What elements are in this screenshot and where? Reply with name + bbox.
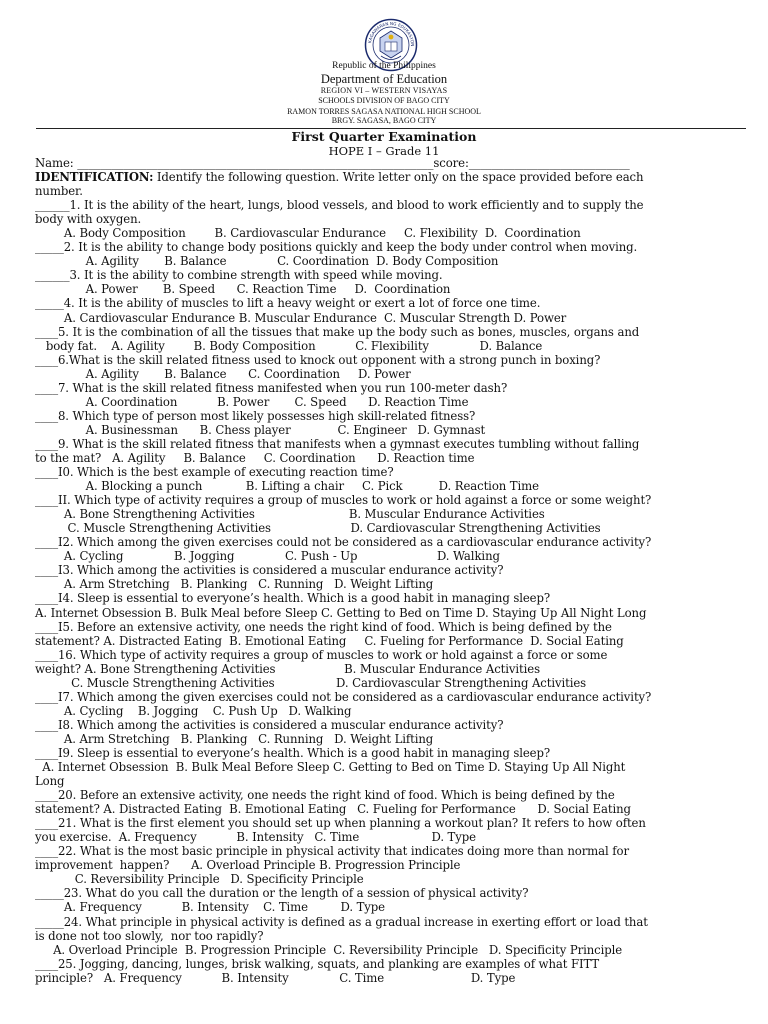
republic-label: Republic of the Philippines (332, 61, 436, 71)
exam-text-line: body with oxygen. (35, 212, 142, 227)
exam-text-line: _____4. It is the ability of muscles to lift a heavy weight or exert a lot of force one time. (35, 296, 541, 311)
exam-text-line: ____21. What is the first element you should set up when planning a workout plan? It refers to how often (35, 816, 646, 831)
exam-subtitle: HOPE I – Grade 11 (328, 144, 440, 158)
exam-text-line: IDENTIFICATION: Identify the following question. Write letter only on the space provided before each (35, 170, 644, 185)
exam-text-line: A. Agility B. Balance C. Coordination D. Power (35, 366, 411, 381)
exam-text-line: _____24. What principle in physical activity is defined as a gradual increase in exerting effort or load that (35, 914, 648, 929)
exam-text-line: C. Muscle Strengthening Activities D. Cardiovascular Strengthening Activities (35, 675, 587, 690)
svg-text:KAGAWARAN NG EDUKASYON: KAGAWARAN NG EDUKASYON (367, 20, 416, 47)
exam-text-line: ____7. What is the skill related fitness manifested when you run 100-meter dash? (35, 380, 508, 395)
exam-text-line: ____5. It is the combination of all the tissues that make up the body such as bones, muscles, organs and (35, 324, 640, 339)
exam-text-line: A. Internet Obsession B. Bulk Meal before Sleep C. Getting to Bed on Time D. Staying Up All Night Long (35, 605, 647, 620)
exam-text-line: C. Reversibility Principle D. Specificity Principle (35, 872, 364, 887)
exam-text-line: Long (35, 774, 65, 789)
exam-text-line: ____I4. Sleep is essential to everyone’s health. Which is a good habit in managing sleep? (35, 591, 551, 606)
exam-text-line: A. Frequency B. Intensity C. Time D. Type (35, 900, 385, 915)
exam-text-line: A. Body Composition B. Cardiovascular Endurance C. Flexibility D. Coordination (35, 226, 581, 241)
division-label: SCHOOLS DIVISION OF BAGO CITY (318, 96, 450, 105)
exam-text-line: to the mat? A. Agility B. Balance C. Coordination D. Reaction time (35, 450, 475, 465)
section-heading: IDENTIFICATION: (35, 170, 154, 185)
exam-text-line: A. Power B. Speed C. Reaction Time D. Coordination (35, 282, 451, 297)
exam-text-line: statement? A. Distracted Eating B. Emotional Eating C. Fueling for Performance D. Social Eating (35, 633, 624, 648)
name-score-line: Name: ______________________________________________________________score:____________________________ (35, 156, 630, 170)
exam-text-line: A. Cycling B. Jogging C. Push Up D. Walking (35, 703, 352, 718)
exam-text-line: A. Cycling B. Jogging C. Push - Up D. Walking (35, 549, 500, 564)
exam-text-line: ____16. Which type of activity requires a group of muscles to work or hold against a force or some (35, 647, 608, 662)
exam-text-line: ____I8. Which among the activities is considered a muscular endurance activity? (35, 717, 504, 732)
exam-text-line: A. Overload Principle B. Progression Principle C. Reversibility Principle D. Specificity Principle (35, 942, 623, 957)
exam-text-line: ____II. Which type of activity requires a group of muscles to work or hold against a force or some weight? (35, 493, 652, 508)
exam-text-line: principle? A. Frequency B. Intensity C. Time D. Type (35, 970, 516, 985)
department-label: Department of Education (320, 72, 448, 86)
exam-text-line: ____I9. Sleep is essential to everyone’s health. Which is a good habit in managing sleep? (35, 745, 551, 760)
exam-text-line: improvement happen? A. Overload Principle B. Progression Principle (35, 858, 461, 873)
exam-text-line: A. Bone Strengthening Activities B. Muscular Endurance Activities (35, 507, 545, 522)
exam-text-line: ____6.What is the skill related fitness used to knock out opponent with a strong punch in boxing? (35, 352, 601, 367)
exam-text-line: _____23. What do you call the duration or the length of a session of physical activity? (35, 886, 529, 901)
exam-text-line: A. Agility B. Balance C. Coordination D. Body Composition (35, 254, 499, 269)
exam-text-line: ____I3. Which among the activities is considered a muscular endurance activity? (35, 563, 504, 578)
exam-text-line: A. Coordination B. Power C. Speed D. Reaction Time (35, 394, 469, 409)
exam-text-line: ____I7. Which among the given exercises could not be considered as a cardiovascular endurance activity? (35, 689, 652, 704)
exam-text-line: statement? A. Distracted Eating B. Emotional Eating C. Fueling for Performance D. Social Eating (35, 802, 631, 817)
exam-text-line: ____I2. Which among the given exercises could not be considered as a cardiovascular endurance activity? (35, 535, 652, 550)
exam-text-line: ____9. What is the skill related fitness that manifests when a gymnast executes tumbling without falling (35, 436, 640, 451)
exam-text-line: ____8. Which type of person most likely possesses high skill-related fitness? (35, 408, 476, 423)
exam-text-line: A. Cardiovascular Endurance B. Muscular Endurance C. Muscular Strength D. Power (35, 310, 567, 325)
school-address: BRGY. SAGASA, BAGO CITY (331, 116, 437, 125)
exam-text-line: ____I5. Before an extensive activity, one needs the right kind of food. Which is being defined by the (35, 619, 612, 634)
exam-text-line: A. Internet Obsession B. Bulk Meal Before Sleep C. Getting to Bed on Time D. Staying Up All Night (35, 760, 626, 775)
exam-text-line: ____25. Jogging, dancing, lunges, brisk walking, squats, and planking are examples of what FITT (35, 956, 600, 971)
exam-body (35, 156, 747, 985)
exam-text-line: ______1. It is the ability of the heart, lungs, blood vessels, and blood to work efficiently and to supply the (35, 198, 644, 213)
region-label: REGION VI – WESTERN VISAYAS (320, 86, 448, 95)
exam-text-line: C. Muscle Strengthening Activities D. Cardiovascular Strengthening Activities (35, 521, 601, 536)
exam-text-line: A. Arm Stretching B. Planking C. Running D. Weight Lifting (35, 577, 434, 592)
exam-text-line: weight? A. Bone Strengthening Activities B. Muscular Endurance Activities (35, 661, 540, 676)
exam-text-line: ______3. It is the ability to combine strength with speed while moving. (35, 268, 443, 283)
exam-title: First Quarter Examination (291, 129, 477, 144)
exam-text-line: A. Businessman B. Chess player C. Engineer D. Gymnast (35, 422, 486, 437)
exam-text-line: A. Blocking a punch B. Lifting a chair C. Pick D. Reaction Time (35, 479, 539, 494)
exam-text-line: ____20. Before an extensive activity, one needs the right kind of food. Which is being defined by the (35, 788, 615, 803)
exam-text-line: ____I0. Which is the best example of executing reaction time? (35, 465, 394, 480)
exam-text-line: you exercise. A. Frequency B. Intensity C. Time D. Type (35, 830, 476, 845)
exam-text-line: number. (35, 184, 83, 199)
school-name: RAMON TORRES SAGASA NATIONAL HIGH SCHOOL (287, 107, 481, 116)
exam-text-line: ____22. What is the most basic principle in physical activity that indicates doing more than normal for (35, 844, 629, 859)
exam-text-line: _____2. It is the ability to change body positions quickly and keep the body under control when moving. (35, 240, 638, 255)
exam-text-line: A. Arm Stretching B. Planking C. Running D. Weight Lifting (35, 731, 434, 746)
exam-text-line: body fat. A. Agility B. Body Composition C. Flexibility D. Balance (35, 338, 543, 353)
exam-text-line: is done not too slowly, nor too rapidly? (35, 928, 264, 943)
